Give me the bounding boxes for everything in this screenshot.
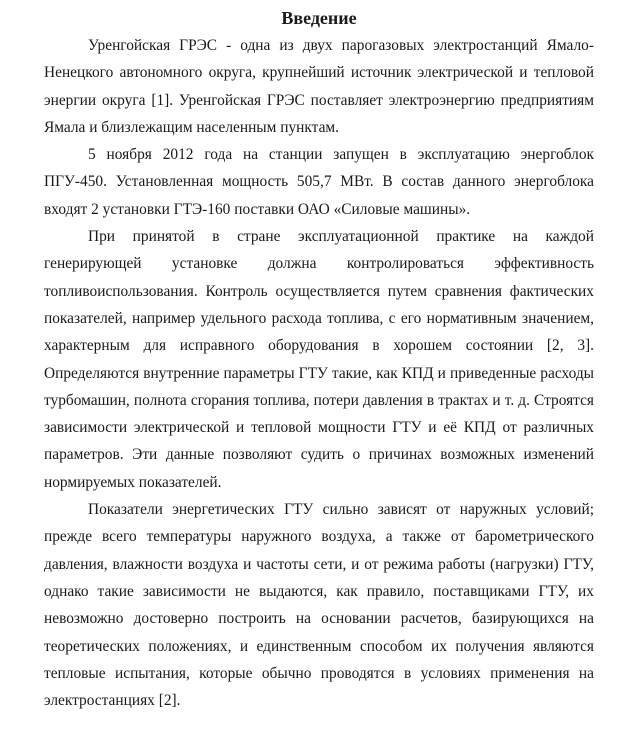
paragraph-gtu-indicators: Показатели энергетических ГТУ сильно зависят от наружных условий; прежде всего температуры наружного воздуха, а также от барометрического давления, влажности воздуха и частоты сети, и от режима работы (нагрузки) ГТУ, однако такие зависимости не выдаются, как правило, поставщиками ГТУ, их невозможно достоверно построить на основании расчетов, базирующихся на теоретических положениях, и единственным способом их получения являются тепловые испытания, которые обычно проводятся в условиях применения на электростанциях [2]. xyxy=(44,501,594,710)
document-title: Введение xyxy=(281,8,357,28)
paragraph-efficiency-control: При принятой в стране эксплуатационной практике на каждой генерирующей установке должна контролироваться эффективность топливоиспользования. Контроль осуществляется путем сравнения фактических показателей, например удельного расхода топлива, с его нормативным значением, характерным для исправного оборудования в хорошем состоянии [2, 3]. Определяются внутренние параметры ГТУ такие, как КПД и приведенные расходы турбомашин, полнота сгорания топлива, потери давления в трактах и т. д. Строятся зависимости электрической и тепловой мощности ГТУ и её КПД от различных параметров. Эти данные позволяют судить о причинах возможных изменений нормируемых показателей. xyxy=(44,228,594,491)
paragraph-intro: Уренгойская ГРЭС - одна из двух парогазовых электростанций Ямало-Ненецкого автономного округа, крупнейший источник электрической и тепловой энергии округа [1]. Уренгойская ГРЭС поставляет электроэнергию предприятиям Ямала и близлежащим населенным пунктам. xyxy=(44,37,594,136)
paragraph-power-unit: 5 ноября 2012 года на станции запущен в эксплуатацию энергоблок ПГУ-450. Установленная мощность 505,7 МВт. В состав данного энергоблока входят 2 установки ГТЭ-160 поставки ОАО «Силовые машины». xyxy=(44,146,594,218)
document-page xyxy=(44,4,594,714)
